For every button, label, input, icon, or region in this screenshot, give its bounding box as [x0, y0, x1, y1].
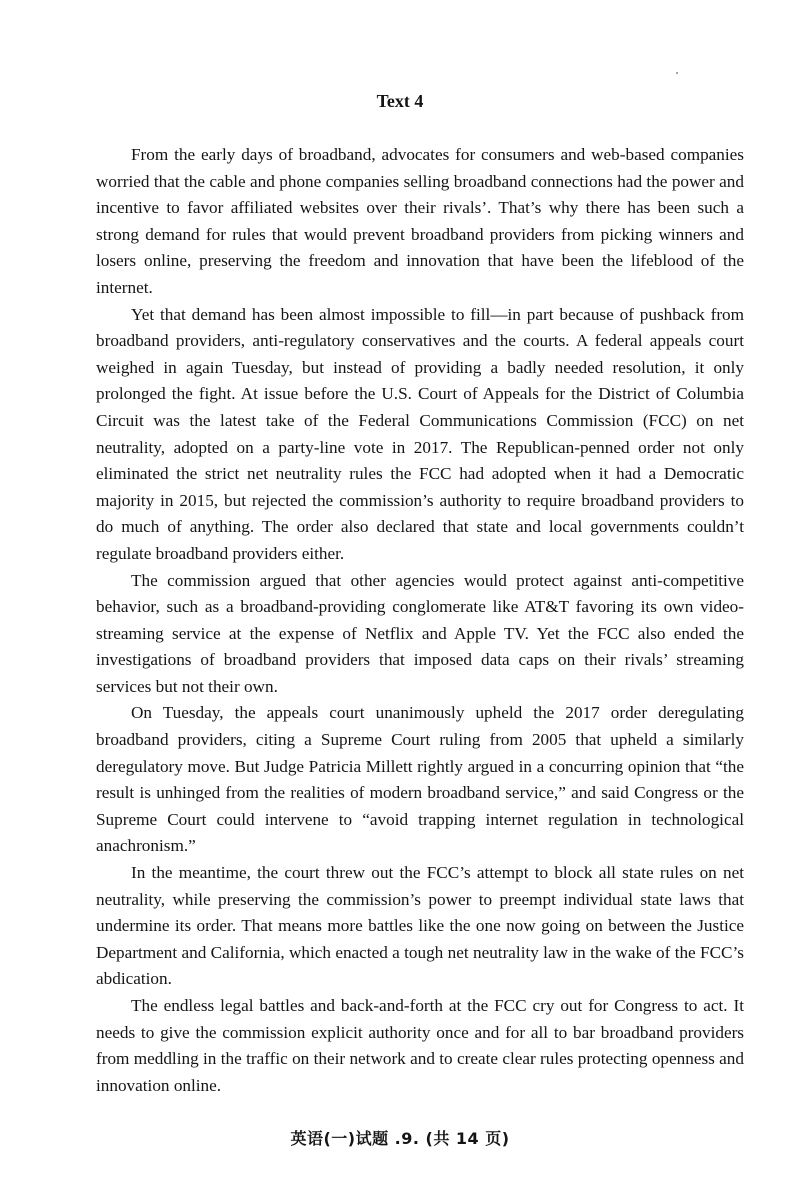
article-body: [96, 142, 744, 1099]
section-title: Text 4: [376, 91, 424, 111]
page-footer: 英语(一)试题 .9. (共 14 页): [290, 1129, 510, 1148]
paragraph-5: In the meantime, the court threw out the FCC’s attempt to block all state rules on net neutrality, while preserving the commission’s power to preempt individual state laws that undermine its order. That means more battles like the one now going on between the Justice Department and California, which enacted a tough net neutrality law in the wake of the FCC’s abdication.: [96, 863, 744, 989]
scan-speck: [676, 72, 678, 74]
paragraph-1: From the early days of broadband, advocates for consumers and web-based companies worried that the cable and phone companies selling broadband connections had the power and incentive to favor affiliated websites over their rivals’. That’s why there has been such a strong demand for rules that would prevent broadband providers from picking winners and losers online, preserving the freedom and innovation that have been the lifeblood of the internet.: [96, 145, 744, 297]
paragraph-2: Yet that demand has been almost impossible to fill—in part because of pushback from broadband providers, anti-regulatory conservatives and the courts. A federal appeals court weighed in again Tuesday, but instead of providing a badly needed resolution, it only prolonged the fight. At issue before the U.S. Court of Appeals for the District of Columbia Circuit was the latest take of the Federal Communications Commission (FCC) on net neutrality, adopted on a party-line vote in 2017. The Republican-penned order not only eliminated the strict net neutrality rules the FCC had adopted when it had a Democratic majority in 2015, but rejected the commission’s authority to require broadband providers to do much of anything. The order also declared that state and local governments couldn’t regulate broadband providers either.: [96, 304, 744, 563]
paragraph-6: The endless legal battles and back-and-forth at the FCC cry out for Congress to act. It needs to give the commission explicit authority once and for all to bar broadband providers from meddling in the traffic on their network and to create clear rules protecting openness and innovation online.: [96, 996, 744, 1095]
paragraph-3: The commission argued that other agencies would protect against anti-competitive behavior, such as a broadband-providing conglomerate like AT&T favoring its own video-streaming service at the expense of Netflix and Apple TV. Yet the FCC also ended the investigations of broadband providers that imposed data caps on their rivals’ streaming services but not their own.: [96, 570, 744, 696]
paragraph-4: On Tuesday, the appeals court unanimously upheld the 2017 order deregulating broadband providers, citing a Supreme Court ruling from 2005 that upheld a similarly deregulatory move. But Judge Patricia Millett rightly argued in a concurring opinion that “the result is unhinged from the realities of modern broadband service,” and said Congress or the Supreme Court could intervene to “avoid trapping internet regulation in technological anachronism.”: [96, 703, 744, 856]
